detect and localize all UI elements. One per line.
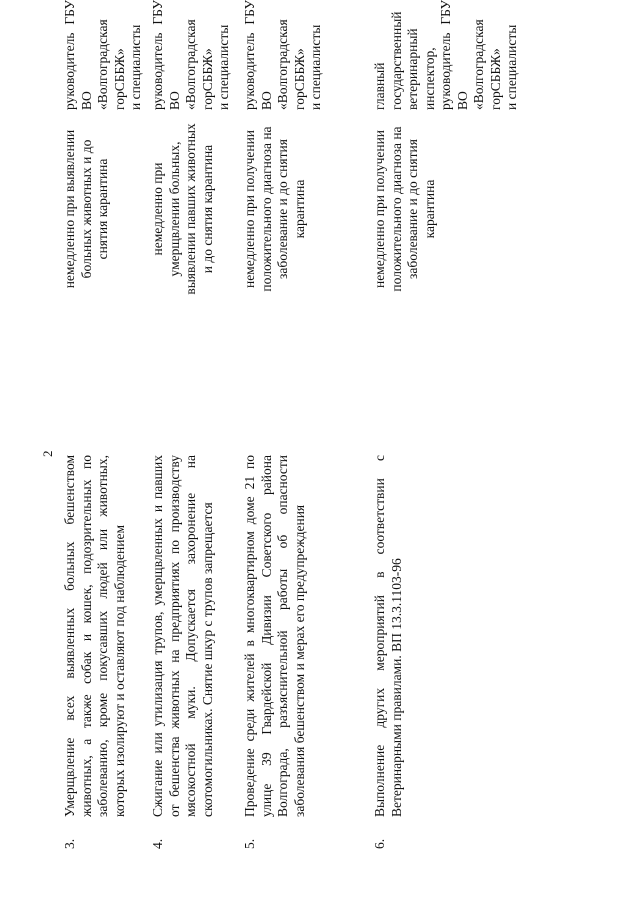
responsible-text	[150, 0, 233, 110]
responsible-text	[242, 0, 325, 110]
measure-text: Умерщвление всех выявленных больных бешенством животных, а также собак и кошек, подозрительных по заболеванию, кроме покусавших людей или животных, которых изолируют и оставляют под наблюдением	[62, 455, 127, 817]
row-number: 3.	[62, 838, 77, 849]
responsible-line: и специалисты	[308, 24, 323, 110]
responsible-line: руководитель ГБУ ВО «Волгоградская горСББЖ»	[150, 0, 215, 110]
responsible-line: руководитель ГБУ ВО «Волгоградская горСББЖ»	[62, 0, 127, 110]
responsible-line: руководитель ГБУ ВО «Волгоградская горСББЖ»	[242, 0, 307, 110]
responsible-line: главный государственный ветеринарный инспектор, руководитель ГБУ ВО «Волгоградская горСББЖ»	[372, 0, 503, 110]
deadline-text: немедленно при умерщвлении больных, выявлении павших животных и до снятия карантина	[150, 123, 215, 295]
responsible-text	[372, 0, 521, 110]
row-number: 4.	[150, 838, 165, 849]
page-number: 2	[40, 450, 55, 457]
responsible-text	[62, 0, 145, 110]
deadline-text: немедленно при получении положительного диагноза на заболевание и до снятия карантина	[372, 126, 437, 292]
row-number: 6.	[372, 838, 387, 849]
measure-text: Сжигание или утилизация трупов, умерщвленных и павших от бешенства животных на предприятиях по производству мясокостной муки. Допускается захоронение на скотомогильниках. Снятие шкур с трупов запрещается	[150, 455, 215, 817]
deadline-text: немедленно при выявлении больных животных и до снятия карантина	[62, 129, 110, 289]
responsible-line: и специалисты	[504, 24, 519, 110]
deadline-text: немедленно при получении положительного диагноза на заболевание и до снятия карантина	[242, 126, 307, 292]
responsible-line: и специалисты	[216, 24, 231, 110]
row-number: 5.	[242, 838, 257, 849]
responsible-line: и специалисты	[128, 24, 143, 110]
measure-text: Выполнение других мероприятий в соответствии с Ветеринарными правилами. ВП 13.3.1103-96	[372, 455, 404, 817]
measure-text: Проведение среди жителей в многоквартирном доме 21 по улице 39 Гвардейской Дивизии Советского района Волгограда, разъяснительной работы об опасности заболевания бешенством и мерах его предупреждения	[242, 455, 307, 817]
